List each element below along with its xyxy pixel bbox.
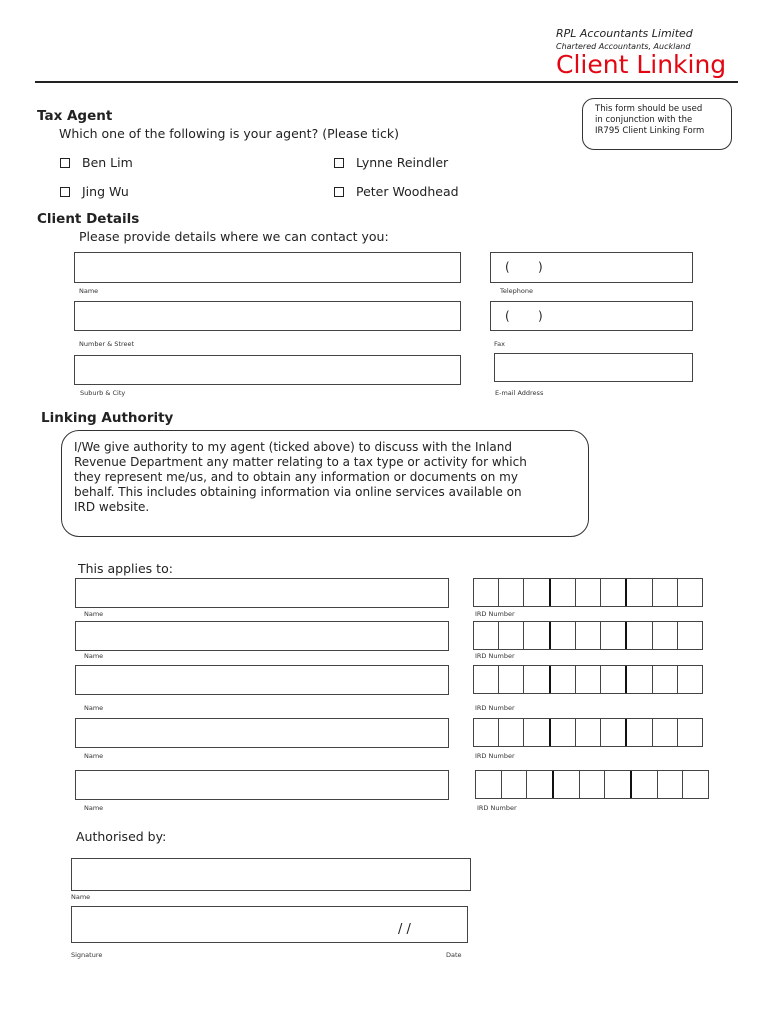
- ird-digit-cell[interactable]: [575, 719, 600, 746]
- fax-field[interactable]: [490, 301, 693, 331]
- suburb-field[interactable]: [74, 355, 461, 385]
- agent-option-ben-lim[interactable]: [60, 155, 133, 170]
- linking-authority-heading: Linking Authority: [41, 410, 174, 426]
- ird-digit-cell[interactable]: [523, 622, 548, 649]
- checkbox[interactable]: [60, 187, 70, 197]
- ird-digit-cell[interactable]: [600, 719, 625, 746]
- agent-option-jing-wu[interactable]: [60, 184, 129, 199]
- page-title: Client Linking: [556, 50, 727, 79]
- authoriser-name-label: Name: [71, 893, 91, 901]
- agent-option-label: Jing Wu: [82, 184, 129, 199]
- signature-date-field[interactable]: [71, 906, 468, 943]
- tax-agent-heading: Tax Agent: [37, 108, 113, 124]
- applies-name-label: Name: [84, 804, 104, 812]
- ird-digit-cell[interactable]: [474, 579, 498, 606]
- authority-line: IRD website.: [74, 500, 150, 514]
- client-name-field[interactable]: [74, 252, 461, 283]
- ird-number-field[interactable]: [473, 578, 703, 607]
- ird-digit-cell[interactable]: [552, 771, 579, 798]
- tax-agent-question: Which one of the following is your agent? (Please tick): [59, 126, 399, 141]
- checkbox[interactable]: [60, 158, 70, 168]
- applies-name-label: Name: [84, 752, 104, 760]
- applies-name-field[interactable]: [75, 770, 449, 800]
- telephone-field[interactable]: [490, 252, 693, 283]
- ird-number-label: IRD Number: [475, 652, 515, 660]
- usage-note: [582, 98, 732, 150]
- fax-label: Fax: [494, 340, 505, 348]
- ird-digit-cell[interactable]: [625, 579, 651, 606]
- applies-name-label: Name: [84, 704, 104, 712]
- street-field[interactable]: [74, 301, 461, 331]
- title-divider: [35, 81, 738, 83]
- email-label: E-mail Address: [495, 389, 544, 397]
- signature-label: Signature: [71, 951, 103, 959]
- paren-open: (: [505, 260, 510, 274]
- ird-digit-cell[interactable]: [677, 622, 702, 649]
- usage-note-line: IR795 Client Linking Form: [595, 126, 705, 136]
- ird-digit-cell[interactable]: [476, 771, 501, 798]
- ird-digit-cell[interactable]: [549, 719, 575, 746]
- ird-number-label: IRD Number: [477, 804, 517, 812]
- agent-option-label: Lynne Reindler: [356, 155, 449, 170]
- applies-name-label: Name: [84, 610, 104, 618]
- usage-note-line: in conjunction with the: [595, 115, 693, 125]
- ird-digit-cell[interactable]: [682, 771, 708, 798]
- ird-digit-cell[interactable]: [600, 622, 625, 649]
- client-details-heading: Client Details: [37, 211, 140, 227]
- ird-digit-cell[interactable]: [677, 666, 702, 693]
- ird-number-field[interactable]: [475, 770, 709, 799]
- ird-number-field[interactable]: [473, 665, 703, 694]
- agent-option-label: Peter Woodhead: [356, 184, 459, 199]
- authorised-by-heading: Authorised by:: [76, 829, 167, 844]
- ird-digit-cell[interactable]: [575, 579, 600, 606]
- ird-digit-cell[interactable]: [523, 719, 548, 746]
- checkbox[interactable]: [334, 158, 344, 168]
- paren-close: ): [538, 309, 543, 323]
- agent-option-lynne-reindler[interactable]: [334, 155, 448, 170]
- ird-digit-cell[interactable]: [652, 719, 677, 746]
- ird-digit-cell[interactable]: [474, 622, 498, 649]
- ird-digit-cell[interactable]: [677, 719, 702, 746]
- applies-to-heading: This applies to:: [78, 561, 173, 576]
- ird-digit-cell[interactable]: [549, 579, 575, 606]
- authority-line: Revenue Department any matter relating to a tax type or activity for which: [74, 455, 527, 469]
- ird-digit-cell[interactable]: [575, 622, 600, 649]
- ird-digit-cell[interactable]: [501, 771, 527, 798]
- agent-option-peter-woodhead[interactable]: [334, 184, 459, 199]
- ird-digit-cell[interactable]: [630, 771, 657, 798]
- authority-line: I/We give authority to my agent (ticked above) to discuss with the Inland: [74, 440, 513, 454]
- ird-number-field[interactable]: [473, 718, 703, 747]
- ird-digit-cell[interactable]: [523, 666, 548, 693]
- ird-digit-cell[interactable]: [523, 579, 548, 606]
- company-name: RPL Accountants Limited: [556, 27, 693, 40]
- ird-digit-cell[interactable]: [625, 666, 651, 693]
- applies-name-label: Name: [84, 652, 104, 660]
- checkbox[interactable]: [334, 187, 344, 197]
- paren-close: ): [538, 260, 543, 274]
- authoriser-name-field[interactable]: [71, 858, 471, 891]
- ird-digit-cell[interactable]: [474, 719, 498, 746]
- ird-digit-cell[interactable]: [600, 666, 625, 693]
- authority-line: they represent me/us, and to obtain any information or documents on my: [74, 470, 518, 484]
- authority-statement: [61, 430, 589, 537]
- ird-digit-cell[interactable]: [498, 719, 523, 746]
- ird-digit-cell[interactable]: [652, 666, 677, 693]
- ird-digit-cell[interactable]: [498, 622, 523, 649]
- client-details-instruction: Please provide details where we can contact you:: [79, 229, 389, 244]
- ird-digit-cell[interactable]: [625, 719, 651, 746]
- ird-digit-cell[interactable]: [600, 579, 625, 606]
- ird-number-label: IRD Number: [475, 704, 515, 712]
- ird-digit-cell[interactable]: [575, 666, 600, 693]
- telephone-label: Telephone: [500, 287, 534, 295]
- client-name-label: Name: [79, 287, 99, 295]
- ird-digit-cell[interactable]: [498, 579, 523, 606]
- ird-number-label: IRD Number: [475, 752, 515, 760]
- ird-digit-cell[interactable]: [498, 666, 523, 693]
- applies-name-field[interactable]: [75, 578, 449, 608]
- ird-number-label: IRD Number: [475, 610, 515, 618]
- applies-name-field[interactable]: [75, 621, 449, 651]
- authority-line: behalf. This includes obtaining information via online services available on: [74, 485, 522, 499]
- date-label: Date: [446, 951, 462, 959]
- ird-digit-cell[interactable]: [579, 771, 605, 798]
- street-label: Number & Street: [79, 340, 135, 348]
- applies-name-field[interactable]: [75, 718, 449, 748]
- ird-number-field[interactable]: [473, 621, 703, 650]
- ird-digit-cell[interactable]: [549, 622, 575, 649]
- company-subtitle: Chartered Accountants, Auckland: [556, 42, 691, 51]
- ird-digit-cell[interactable]: [657, 771, 683, 798]
- ird-digit-cell[interactable]: [604, 771, 630, 798]
- ird-digit-cell[interactable]: [526, 771, 552, 798]
- ird-digit-cell[interactable]: [549, 666, 575, 693]
- ird-digit-cell[interactable]: [677, 579, 702, 606]
- ird-digit-cell[interactable]: [474, 666, 498, 693]
- agent-option-label: Ben Lim: [82, 155, 133, 170]
- date-separator: / /: [398, 922, 411, 937]
- paren-open: (: [505, 309, 510, 323]
- email-field[interactable]: [494, 353, 693, 382]
- suburb-label: Suburb & City: [80, 389, 126, 397]
- ird-digit-cell[interactable]: [652, 579, 677, 606]
- ird-digit-cell[interactable]: [652, 622, 677, 649]
- usage-note-line: This form should be used: [595, 104, 703, 114]
- applies-name-field[interactable]: [75, 665, 449, 695]
- ird-digit-cell[interactable]: [625, 622, 651, 649]
